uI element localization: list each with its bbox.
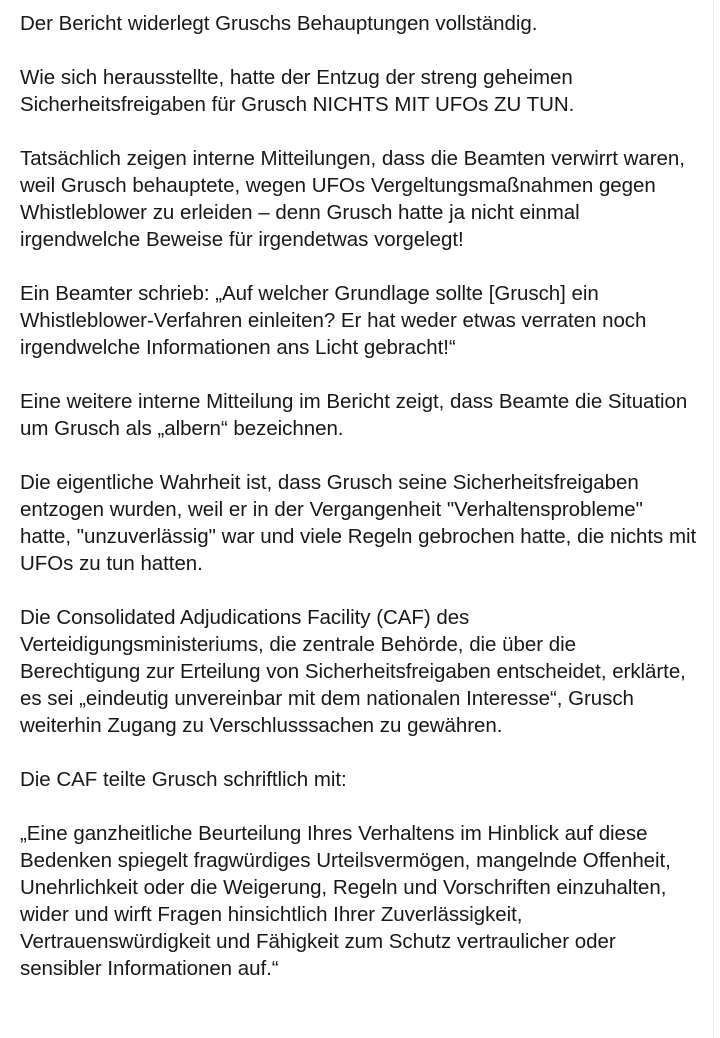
paragraph-4: Ein Beamter schrieb: „Auf welcher Grundlage sollte [Grusch] ein Whistleblower-Verfahren einleiten? Er hat weder etwas verraten noch irgendwelche Informationen ans Licht gebracht!“ [20, 282, 647, 359]
paragraph-3: Tatsächlich zeigen interne Mitteilungen, dass die Beamten verwirrt waren, weil Grusch behauptete, wegen UFOs Vergeltungsmaßnahmen gegen Whistleblower zu erleiden – denn Grusch hatte ja nicht einmal irgendwelche Beweise für irgendetwas vorgelegt! [20, 147, 685, 251]
article-text [20, 10, 698, 982]
paragraph-7: Die Consolidated Adjudications Facility (CAF) des Verteidigungsministeriums, die zentrale Behörde, die über die Berechtigung zur Erteilung von Sicherheitsfreigaben entscheidet, erklärte, es sei „eindeutig unvereinbar mit dem nationalen Interesse“, Grusch weiterhin Zugang zu Verschlusssachen zu gewähren. [20, 606, 686, 737]
paragraph-8: Die CAF teilte Grusch schriftlich mit: [20, 768, 347, 791]
paragraph-5: Eine weitere interne Mitteilung im Bericht zeigt, dass Beamte die Situation um Grusch als „albern“ bezeichnen. [20, 390, 688, 440]
paragraph-6: Die eigentliche Wahrheit ist, dass Grusch seine Sicherheitsfreigaben entzogen wurden, weil er in der Vergangenheit "Verhaltensprobleme" hatte, "unzuverlässig" war und viele Regeln gebrochen hatte, die nichts mit UFOs zu tun hatten. [20, 471, 697, 575]
paragraph-1: Der Bericht widerlegt Gruschs Behauptungen vollständig. [20, 12, 538, 35]
paragraph-2: Wie sich herausstellte, hatte der Entzug der streng geheimen Sicherheitsfreigaben für Grusch NICHTS MIT UFOs ZU TUN. [20, 66, 575, 116]
right-edge-rule [713, 0, 714, 1038]
paragraph-9: „Eine ganzheitliche Beurteilung Ihres Verhaltens im Hinblick auf diese Bedenken spiegelt fragwürdiges Urteilsvermögen, mangelnde Offenheit, Unehrlichkeit oder die Weigerung, Regeln und Vorschriften einzuhalten, wider und wirft Fragen hinsichtlich Ihrer Zuverlässigkeit, Vertrauenswürdigkeit und Fähigkeit zum Schutz vertraulicher oder sensibler Informationen auf.“ [20, 822, 671, 980]
